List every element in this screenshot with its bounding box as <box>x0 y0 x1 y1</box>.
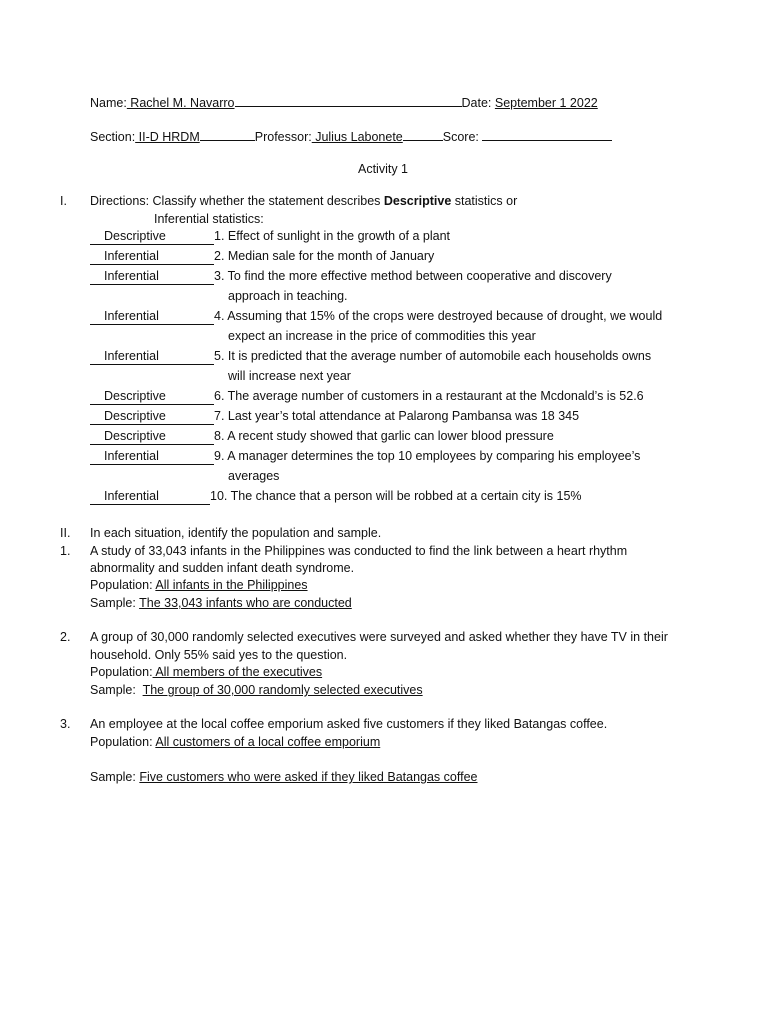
classify-item <box>90 228 450 245</box>
sample-label: Sample: <box>90 596 136 610</box>
answer-blank: Inferential <box>90 348 214 365</box>
date-value: September 1 2022 <box>494 96 598 110</box>
sample-value: The group of 30,000 randomly selected executives <box>142 683 423 697</box>
section-label: Section: <box>90 130 136 144</box>
directions-bold-word: Descriptive <box>383 194 452 208</box>
population-label: Population: <box>90 665 153 679</box>
statement-text: 9. A manager determines the top 10 employees by comparing his employee’s <box>214 449 641 463</box>
directions-text-end: statistics or <box>451 194 518 208</box>
population-row <box>90 734 380 750</box>
directions-text: Directions: Classify whether the statement describes <box>90 194 384 208</box>
score-label: Score: <box>442 130 479 144</box>
sample-value: The 33,043 infants who are conducted <box>139 596 352 610</box>
statement-text: 1. Effect of sunlight in the growth of a plant <box>214 229 451 243</box>
answer-blank: Inferential <box>90 488 210 505</box>
statement-text: 4. Assuming that 15% of the crops were destroyed because of drought, we would <box>214 309 663 323</box>
situation-number: 1. <box>60 544 71 558</box>
professor-value: Julius Labonete <box>311 130 403 144</box>
statement-text: 7. Last year’s total attendance at Palarong Pambansa was 18 345 <box>214 409 580 423</box>
population-label: Population: <box>90 578 153 592</box>
classify-item <box>90 268 612 285</box>
section-value: II-D HRDM <box>135 130 200 144</box>
part2-intro: In each situation, identify the population and sample. <box>90 526 382 540</box>
statement-text: 8. A recent study showed that garlic can lower blood pressure <box>214 429 554 443</box>
population-label: Population: <box>90 735 153 749</box>
professor-fill-line <box>403 128 443 141</box>
statement-continuation: approach in teaching. <box>228 289 348 303</box>
statement-continuation: expect an increase in the price of commodities this year <box>228 329 536 343</box>
score-fill-line <box>482 128 612 141</box>
population-value: All members of the executives <box>152 665 323 679</box>
answer-blank: Inferential <box>90 248 214 265</box>
situation-number: 3. <box>60 717 71 731</box>
population-value: All customers of a local coffee emporium <box>155 735 381 749</box>
classify-item <box>90 428 554 445</box>
answer-blank: Descriptive <box>90 428 214 445</box>
answer-blank: Inferential <box>90 448 214 465</box>
situation-number: 2. <box>60 630 71 644</box>
answer-blank: Inferential <box>90 268 214 285</box>
name-date-row <box>90 94 598 111</box>
name-fill-line <box>235 94 462 107</box>
date-label: Date: <box>461 96 492 110</box>
sample-row <box>90 595 352 611</box>
statement-text: 2. Median sale for the month of January <box>214 249 435 263</box>
situation-text: household. Only 55% said yes to the question. <box>90 648 348 662</box>
classify-item <box>90 388 644 405</box>
sample-label: Sample: <box>90 770 136 784</box>
situation-text: A group of 30,000 randomly selected executives were surveyed and asked whether they have TV in their <box>90 630 668 644</box>
situation-text: abnormality and sudden infant death syndrome. <box>90 561 355 575</box>
answer-blank: Descriptive <box>90 408 214 425</box>
answer-blank: Descriptive <box>90 228 214 245</box>
sample-label: Sample: <box>90 683 136 697</box>
activity-title: Activity 1 <box>358 162 409 176</box>
section-fill-line <box>200 128 255 141</box>
statement-continuation: will increase next year <box>228 369 351 383</box>
classify-item <box>90 448 640 465</box>
professor-label: Professor: <box>254 130 312 144</box>
name-value: Rachel M. Navarro <box>126 96 235 110</box>
name-label: Name: <box>90 96 127 110</box>
statement-text: 5. It is predicted that the average number of automobile each households owns <box>214 349 652 363</box>
part1-directions-line1 <box>90 193 517 209</box>
sample-value: Five customers who were asked if they liked Batangas coffee <box>139 770 478 784</box>
part2-numeral: II. <box>60 526 71 540</box>
sample-row <box>90 769 477 785</box>
statement-text: 3. To find the more effective method between cooperative and discovery <box>214 269 612 283</box>
population-row <box>90 577 308 593</box>
situation-text: An employee at the local coffee emporium asked five customers if they liked Batangas coffee. <box>90 717 608 731</box>
answer-blank: Inferential <box>90 308 214 325</box>
part1-directions-line2: Inferential statistics: <box>154 212 264 226</box>
population-value: All infants in the Philippines <box>155 578 308 592</box>
statement-text: 10. The chance that a person will be robbed at a certain city is 15% <box>210 489 582 503</box>
statement-text: 6. The average number of customers in a restaurant at the Mcdonald’s is 52.6 <box>214 389 644 403</box>
population-row <box>90 664 322 680</box>
part1-numeral: I. <box>60 194 67 208</box>
classify-item <box>90 348 651 365</box>
classify-item <box>90 308 662 325</box>
section-row <box>90 128 612 145</box>
classify-item <box>90 408 579 425</box>
answer-blank: Descriptive <box>90 388 214 405</box>
classify-item <box>90 248 434 265</box>
classify-item <box>90 488 582 505</box>
sample-row <box>90 682 423 698</box>
situation-text: A study of 33,043 infants in the Philippines was conducted to find the link between a heart rhythm <box>90 544 628 558</box>
statement-continuation: averages <box>228 469 280 483</box>
